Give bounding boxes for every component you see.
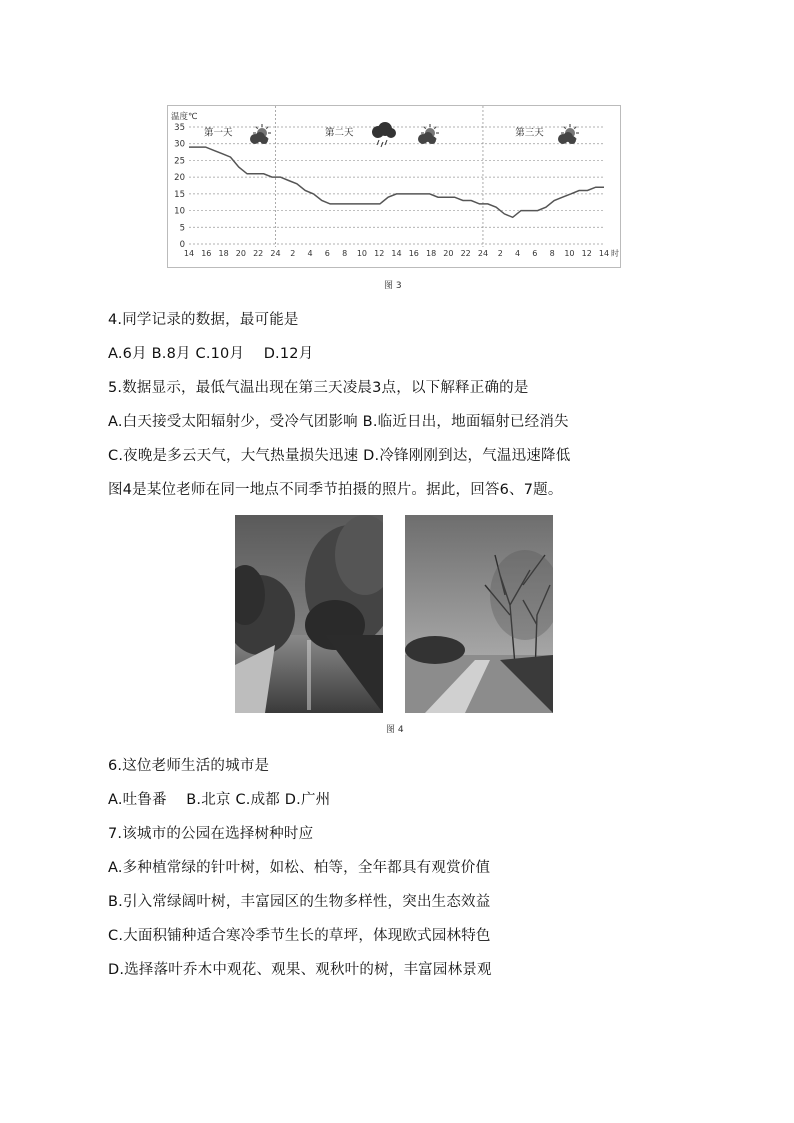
x-tick-label: 20: [235, 249, 246, 258]
q7-option-d: D.选择落叶乔木中观花、观果、观秋叶的树，丰富园林景观: [108, 962, 492, 978]
y-tick-label: 35: [174, 123, 185, 133]
q5-options-line2: C.夜晚是多云天气，大气热量损失迅速 D.冷锋刚刚到达，气温迅速降低: [108, 448, 571, 464]
summer-photo: [235, 515, 383, 713]
q5-options-line1: A.白天接受太阳辐射少，受冷气团影响 B.临近日出，地面辐射已经消失: [108, 414, 569, 430]
y-axis-label: 温度℃: [171, 112, 198, 122]
x-tick-label: 22: [460, 249, 471, 258]
q7-option-b: B.引入常绿阔叶树，丰富园区的生物多样性，突出生态效益: [108, 894, 491, 910]
y-tick-label: 20: [174, 173, 185, 184]
x-tick-label: 14: [183, 249, 195, 258]
rain-cloud-icon: [372, 122, 396, 147]
x-tick-label: 10: [356, 249, 368, 258]
figure3-caption: 图 3: [384, 281, 402, 291]
temperature-chart: [167, 105, 621, 268]
x-tick-label: 24: [270, 249, 281, 258]
x-tick-label: 12: [581, 249, 592, 258]
y-tick-label: 25: [174, 156, 185, 167]
q7-option-a: A.多种植常绿的针叶树，如松、柏等，全年都具有观赏价值: [108, 860, 491, 876]
x-tick-label: 2: [290, 249, 296, 258]
x-tick-label: 8: [342, 249, 348, 258]
x-tick-label: 8: [549, 249, 555, 258]
q6-options: A.吐鲁番 B.北京 C.成都 D.广州: [108, 792, 331, 808]
x-tick-label: 6: [532, 249, 538, 258]
q7-stem: 7.该城市的公园在选择树种时应: [108, 826, 314, 842]
x-tick-label: 22: [253, 249, 264, 258]
q4-stem: 4.同学记录的数据，最可能是: [108, 312, 299, 328]
x-tick-label: 14: [391, 249, 402, 258]
x-axis-label: 时: [611, 249, 619, 258]
day-label: 第一天: [203, 127, 233, 139]
x-tick-label: 18: [218, 249, 229, 258]
y-tick-label: 5: [179, 223, 185, 234]
y-tick-label: 10: [174, 206, 185, 217]
x-tick-label: 20: [443, 249, 454, 258]
x-tick-label: 18: [425, 249, 437, 258]
y-tick-label: 0: [179, 240, 185, 250]
temperature-series-line: [189, 147, 604, 217]
x-tick-label: 12: [374, 249, 385, 258]
temperature-chart-svg: [168, 106, 622, 269]
y-tick-label: 30: [174, 139, 185, 150]
intro-6-7: 图4是某位老师在同一地点不同季节拍摄的照片。据此，回答6、7题。: [108, 482, 563, 498]
q4-options: A.6月 B.8月 C.10月 D.12月: [108, 346, 314, 362]
x-tick-label: 16: [201, 249, 212, 258]
y-tick-label: 15: [174, 189, 185, 200]
x-tick-label: 2: [497, 249, 503, 258]
x-tick-label: 16: [408, 249, 419, 258]
x-tick-label: 6: [324, 249, 330, 258]
day-label: 第三天: [515, 127, 544, 139]
x-tick-label: 10: [564, 249, 575, 258]
q5-stem: 5.数据显示，最低气温出现在第三天凌晨3点，以下解释正确的是: [108, 380, 529, 396]
x-tick-label: 14: [598, 249, 610, 258]
figure4-caption: 图 4: [386, 725, 404, 735]
x-tick-label: 24: [477, 249, 489, 258]
winter-photo: [405, 515, 553, 713]
day-label: 第二天: [324, 127, 354, 139]
q6-stem: 6.这位老师生活的城市是: [108, 758, 270, 774]
x-tick-label: 4: [514, 249, 521, 258]
x-tick-label: 4: [307, 249, 313, 258]
q7-option-c: C.大面积铺种适合寒冷季节生长的草坪，体现欧式园林特色: [108, 928, 491, 944]
